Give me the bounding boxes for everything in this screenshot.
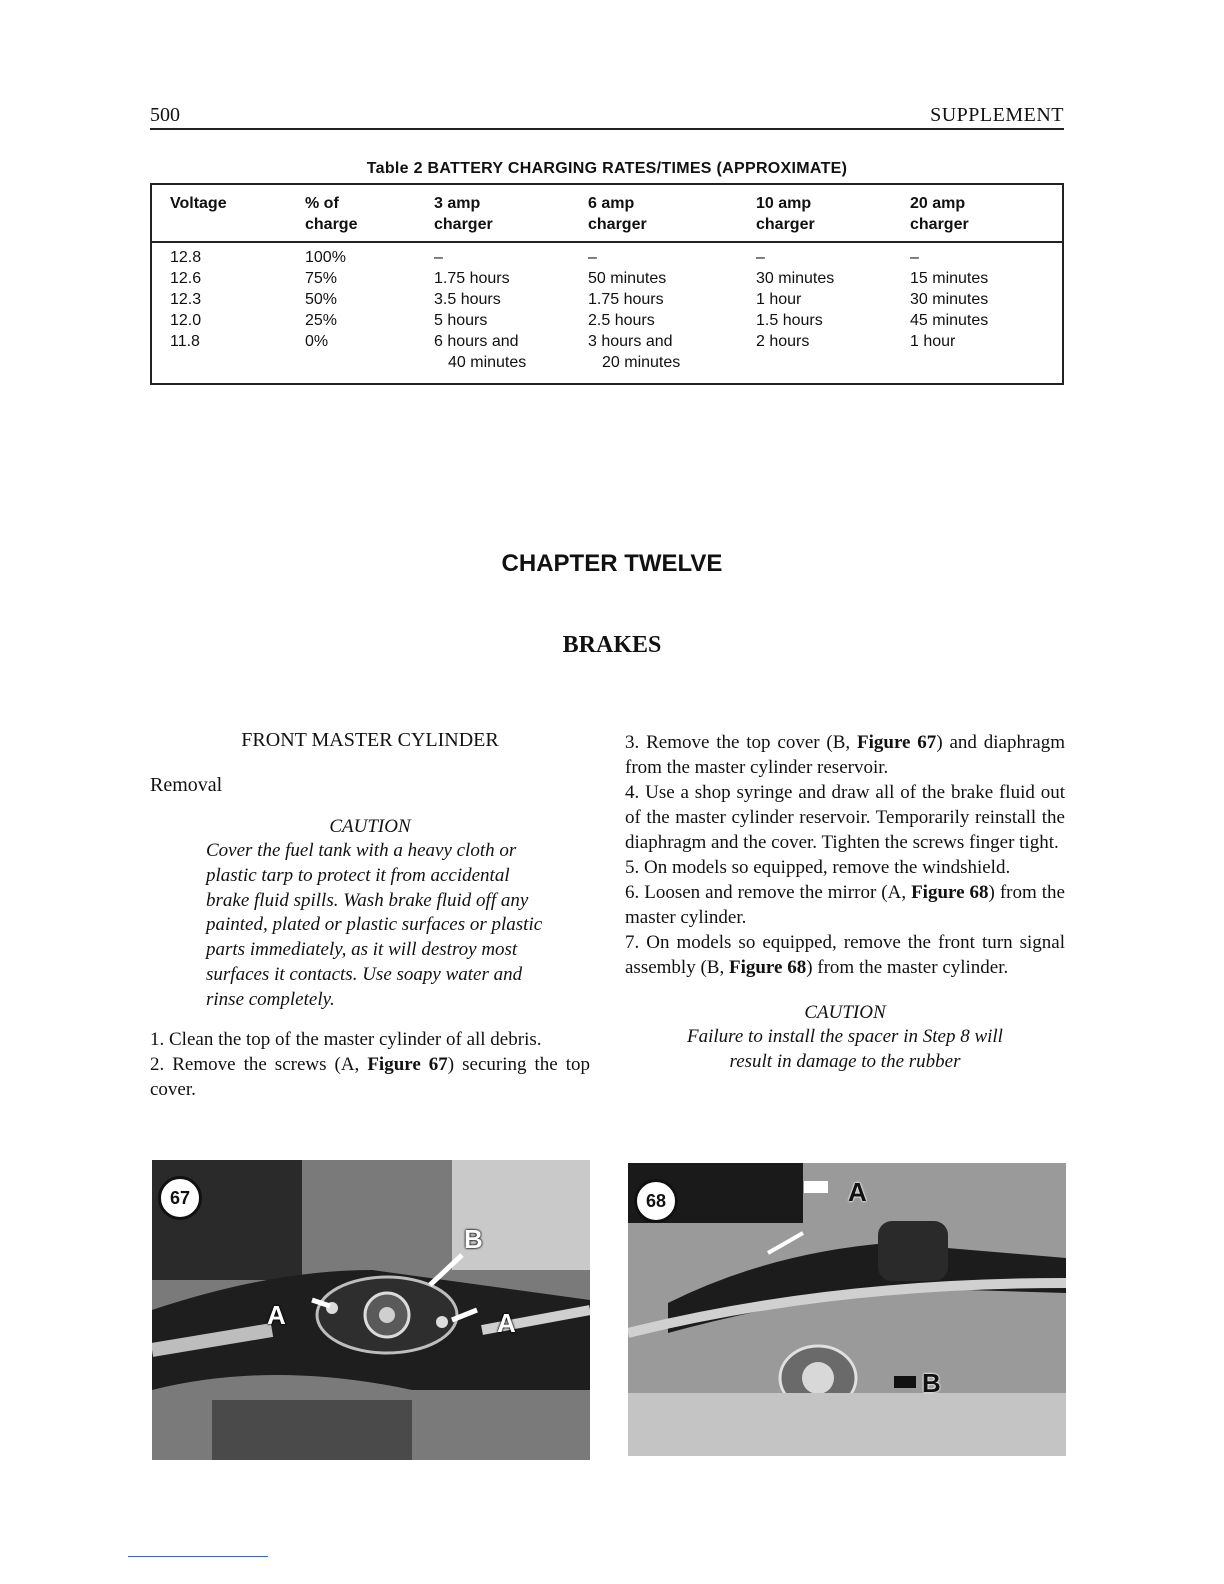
column-header: Voltage xyxy=(170,195,227,212)
running-title: SUPPLEMENT xyxy=(930,104,1064,126)
table-cell: 3 hours and xyxy=(588,333,673,350)
table-cell: 50% xyxy=(305,291,338,308)
column-header: 20 amp charger xyxy=(910,195,969,233)
table-cell: 100% xyxy=(305,249,346,266)
table-cell: – xyxy=(434,249,443,266)
step-5: 5. On models so equipped, remove the windshield. xyxy=(625,857,1011,878)
figure-ref: Figure 68 xyxy=(911,882,989,903)
table-cell: 1.5 hours xyxy=(756,312,823,329)
motorcycle-photo-68 xyxy=(628,1163,1066,1456)
table-cell: 1.75 hours xyxy=(588,291,664,308)
step-3: 3. Remove the top cover (B, Figure 67) and diaphragm from the master cylinder reservoir. xyxy=(625,732,1065,778)
table-cell: 2.5 hours xyxy=(588,312,655,329)
table-cell: 40 minutes xyxy=(448,354,527,371)
table-row xyxy=(152,268,1062,289)
section-heading: FRONT MASTER CYLINDER xyxy=(241,729,499,751)
table-row xyxy=(152,289,1062,310)
header-rule xyxy=(150,128,1064,130)
table-cell: 30 minutes xyxy=(756,270,835,287)
callout-label: A xyxy=(497,1308,516,1338)
caution-label: CAUTION xyxy=(329,816,411,837)
callout-label: B xyxy=(464,1224,483,1254)
table-title: Table 2 BATTERY CHARGING RATES/TIMES (APPROXIMATE) xyxy=(366,160,848,177)
figure-ref: Figure 67 xyxy=(367,1053,448,1075)
table-cell: 1 hour xyxy=(756,291,802,308)
table-cell: 12.8 xyxy=(170,249,202,266)
page-number: 500 xyxy=(150,104,180,126)
table-cell: 12.3 xyxy=(170,291,202,308)
step-6: 6. Loosen and remove the mirror (A, Figure 68) from the master cylinder. xyxy=(625,882,1065,928)
table-cell: 0% xyxy=(305,333,329,350)
right-column xyxy=(625,730,1065,1075)
table-row xyxy=(152,352,1062,373)
table-cell: 12.6 xyxy=(170,270,202,287)
figure-number-badge: 68 xyxy=(634,1179,678,1223)
step-4: 4. Use a shop syringe and draw all of the brake fluid out of the master cylinder reservoir. Temporarily reinstall the diaphragm and the cover. Tighten the screws finger tight. xyxy=(625,782,1065,853)
table-row xyxy=(152,331,1062,352)
table-cell: 30 minutes xyxy=(910,291,989,308)
step-7: 7. On models so equipped, remove the front turn signal assembly (B, Figure 68) from the master cylinder. xyxy=(625,932,1065,978)
figure-67 xyxy=(152,1160,590,1460)
column-header: 3 amp charger xyxy=(434,195,493,233)
table-cell: 1.75 hours xyxy=(434,270,510,287)
table-row xyxy=(152,247,1062,268)
table-row xyxy=(152,310,1062,331)
chapter-title: CHAPTER TWELVE xyxy=(501,550,723,577)
column-header: 6 amp charger xyxy=(588,195,647,233)
table-cell: 12.0 xyxy=(170,312,202,329)
figure-68 xyxy=(628,1163,1066,1456)
table-cell: 3.5 hours xyxy=(434,291,501,308)
charging-rates-table xyxy=(150,183,1064,385)
caution-label: CAUTION xyxy=(804,1002,886,1023)
column-header: 10 amp charger xyxy=(756,195,815,233)
table-body xyxy=(152,247,1062,373)
callout-label: A xyxy=(848,1177,867,1207)
subsection-heading: Removal xyxy=(150,774,223,796)
table-cell: 1 hour xyxy=(910,333,956,350)
figure-number-badge: 67 xyxy=(158,1176,202,1220)
table-cell: 11.8 xyxy=(170,333,200,350)
table-cell: 75% xyxy=(305,270,338,287)
callout-label: A xyxy=(267,1300,286,1330)
callout-label: B xyxy=(922,1368,941,1398)
table-cell: 15 minutes xyxy=(910,270,989,287)
table-cell: – xyxy=(588,249,597,266)
caution-text: Failure to install the spacer in Step 8 will result in damage to the rubber xyxy=(687,1026,1003,1072)
table-cell: – xyxy=(910,249,919,266)
chapter-subject: BRAKES xyxy=(562,632,662,658)
figure-ref: Figure 67 xyxy=(857,732,937,753)
table-cell: 20 minutes xyxy=(602,354,681,371)
left-column xyxy=(150,728,590,1102)
table-header xyxy=(152,185,1062,243)
figure-ref: Figure 68 xyxy=(728,957,807,978)
table-cell: 5 hours xyxy=(434,312,488,329)
table-cell: 25% xyxy=(305,312,338,329)
table-cell: 45 minutes xyxy=(910,312,989,329)
column-header: % of charge xyxy=(305,195,358,233)
step-2: 2. Remove the screws (A, Figure 67) securing the top cover. xyxy=(150,1053,590,1100)
table-cell: 2 hours xyxy=(756,333,810,350)
table-cell: – xyxy=(756,249,765,266)
table-cell: 6 hours and xyxy=(434,333,519,350)
motorcycle-photo-67 xyxy=(152,1160,590,1460)
footer-link-line xyxy=(128,1556,268,1557)
step-1: 1. Clean the top of the master cylinder of all debris. xyxy=(150,1028,542,1050)
caution-text: Cover the fuel tank with a heavy cloth or plastic tarp to protect it from accidental brake fluid spills. Wash brake fluid off any painted, plated or plastic surfaces or plastic parts immediately, as it will destroy most surfaces it contacts. Use soapy water and rinse completely. xyxy=(206,840,543,1010)
table-cell: 50 minutes xyxy=(588,270,667,287)
